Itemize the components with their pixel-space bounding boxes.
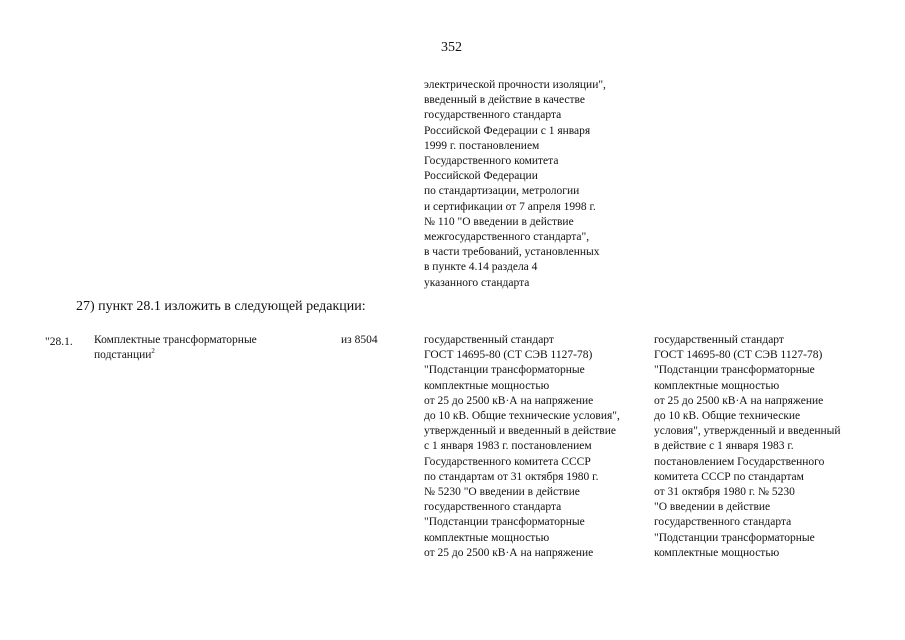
text-line: 1999 г. постановлением xyxy=(424,139,540,152)
text-line: в действие с 1 января 1983 г. xyxy=(654,440,794,453)
text-line: до 10 кВ. Общие технические условия", xyxy=(424,410,620,423)
section-heading: 27) пункт 28.1 изложить в следующей редакции: xyxy=(76,299,366,314)
text-line: от 25 до 2500 кВ·А на напряжение xyxy=(424,394,594,407)
footnote-marker: 2 xyxy=(151,347,155,356)
text-line: Государственного комитета xyxy=(424,155,559,168)
product-name-line: подстанции xyxy=(94,349,152,362)
text-line: государственный стандарт xyxy=(654,334,784,346)
text-line: "О введении в действие xyxy=(654,501,771,514)
standard-column-a xyxy=(424,333,620,561)
text-line: "Подстанции трансформаторные xyxy=(654,531,815,544)
text-line: комплектные мощностью xyxy=(654,546,780,559)
text-line: государственного стандарта xyxy=(424,501,562,514)
tnved-code: из 8504 xyxy=(341,334,378,346)
text-line: по стандартизации, метрологии xyxy=(424,185,580,198)
row-number: "28.1. xyxy=(45,336,73,348)
text-line: от 25 до 2500 кВ·А на напряжение xyxy=(654,394,824,407)
text-line: по стандартам от 31 октября 1980 г. xyxy=(424,470,599,483)
text-line: от 25 до 2500 кВ·А на напряжение xyxy=(424,546,594,559)
text-line: Российской Федерации xyxy=(424,170,538,183)
standard-column-b xyxy=(654,333,841,561)
text-line: комплектные мощностью xyxy=(424,531,550,544)
text-line: в пункте 4.14 раздела 4 xyxy=(424,261,538,274)
text-line: электрической прочности изоляции", xyxy=(424,79,606,91)
text-line: и сертификации от 7 апреля 1998 г. xyxy=(424,200,596,213)
text-line: указанного стандарта xyxy=(424,276,530,289)
text-line: "Подстанции трансформаторные xyxy=(654,364,815,377)
text-line: до 10 кВ. Общие технические xyxy=(654,410,801,423)
text-line: ГОСТ 14695-80 (СТ СЭВ 1127-78) xyxy=(654,349,823,362)
text-line: государственный стандарт xyxy=(424,334,554,346)
top-text-block xyxy=(424,78,606,291)
text-line: № 5230 "О введении в действие xyxy=(424,486,580,499)
text-line: постановлением Государственного xyxy=(654,455,825,468)
text-line: межгосударственного стандарта", xyxy=(424,231,590,244)
text-line: утвержденный и введенный в действие xyxy=(424,425,616,438)
product-name-line: Комплектные трансформаторные xyxy=(94,334,257,346)
text-line: № 110 "О введении в действие xyxy=(424,215,574,228)
text-line: ГОСТ 14695-80 (СТ СЭВ 1127-78) xyxy=(424,349,593,362)
text-line: "Подстанции трансформаторные xyxy=(424,516,585,529)
text-line: от 31 октября 1980 г. № 5230 xyxy=(654,486,795,499)
text-line: "Подстанции трансформаторные xyxy=(424,364,585,377)
text-line: комитета СССР по стандартам xyxy=(654,470,804,483)
text-line: Государственного комитета СССР xyxy=(424,455,591,468)
text-line: с 1 января 1983 г. постановлением xyxy=(424,440,592,453)
text-line: условия", утвержденный и введенный xyxy=(654,425,841,438)
text-line: в части требований, установленных xyxy=(424,246,600,259)
product-name xyxy=(94,333,257,363)
text-line: государственного стандарта xyxy=(424,109,562,122)
page-number: 352 xyxy=(441,40,462,55)
text-line: государственного стандарта xyxy=(654,516,792,529)
text-line: комплектные мощностью xyxy=(654,379,780,392)
text-line: комплектные мощностью xyxy=(424,379,550,392)
text-line: введенный в действие в качестве xyxy=(424,94,586,107)
text-line: Российской Федерации с 1 января xyxy=(424,124,591,137)
